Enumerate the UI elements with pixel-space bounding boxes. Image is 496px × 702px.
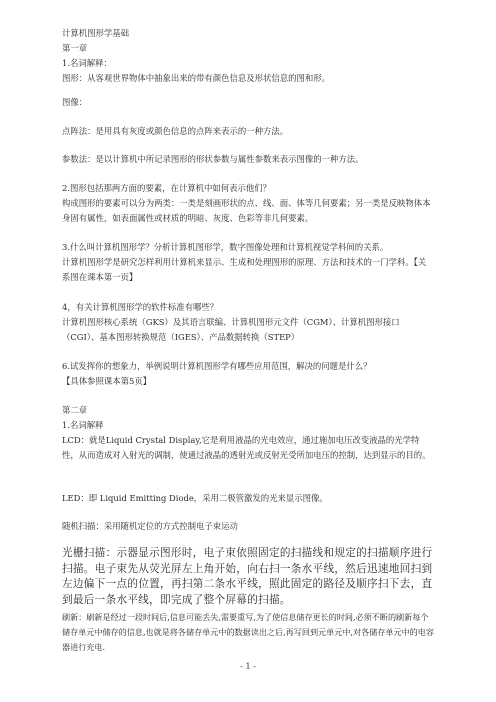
dot-matrix-method: 点阵法：是用具有灰度或颜色信息的点阵来表示的一种方法。 [62, 126, 289, 136]
random-scan-definition: 随机扫描：采用随机定位的方式控制电子束运动 [62, 521, 238, 531]
refresh-definition: 刷新：刷新是经过一段时间后,信息可能丢失,需要重写,为了使信息储存更长的时间,必须不断的刷新每个储存单元中储存的信息,也就是将各储存单元中的数据读出之后,再写回到元单元中,对各储存单元中的电容器进行充电. [62, 612, 434, 653]
chapter2-heading: 第二章 [62, 405, 88, 415]
answer-6: 【具体参照课本第5页】 [62, 376, 152, 386]
chapter2-section1-heading: 1.名词解释 [62, 420, 104, 430]
graphics-definition: 图形：从客观世界物体中抽象出来的带有颜色信息及形状信息的图和形。 [62, 73, 330, 83]
parametric-method: 参数法：是以计算机中所记录图形的形状参数与属性参数来表示图像的一种方法。 [62, 154, 364, 164]
image-label: 图像： [62, 97, 88, 107]
question-3: 3.什么叫计算机图形学？分析计算机图形学，数字图像处理和计算机视觉学科间的关系。 [62, 242, 389, 252]
question-6: 6.试发挥你的想象力，举例说明计算机图形学有哪些应用范围，解决的问题是什么？ [62, 361, 372, 371]
raster-scan-definition: 光栅扫描：示器显示图形时，电子束依照固定的扫描线和规定的扫描顺序进行扫描。电子束先从荧光屏左上角开始，向右扫一条水平线，然后迅速地回扫到左边偏下一点的位置，再扫第二条水平线，照此固定的路径及顺序扫下去，直到最后一条水平线，即完成了整个屏幕的扫描。 [62, 547, 433, 606]
led-definition: LED：即 Liquid Emitting Diode，采用二极管激发的光来显示图像。 [62, 493, 328, 503]
question-2: 2.图形包括那两方面的要素，在计算机中如何表示他们？ [62, 183, 271, 193]
answer-3: 计算机图形学是研究怎样利用计算机来显示、生成和处理图形的原理、方法和技术的一门学科。【关系图在课本第一页】 [62, 257, 427, 283]
document-title: 计算机图形学基础 [62, 28, 129, 38]
question-4: 4，有关计算机图形学的软件标准有哪些？ [62, 302, 219, 312]
answer-2: 构成图形的要素可以分为两类：一类是刻画形状的点、线、面、体等几何要素；另一类是反映物体本身固有属性，如表面属性或材质的明暗、灰度、色彩等非几何要素。 [62, 198, 431, 224]
chapter1-section1-heading: 1.名词解释： [62, 58, 112, 68]
lcd-definition: LCD：就是Liquid Crystal Display,它是利用液晶的光电效应，通过施加电压改变液晶的光学特性，从而造成对入射光的调制，使通过液晶的透射光或反射光受所加电压的控制，达到显示的目的。 [62, 435, 431, 461]
chapter1-heading: 第一章 [62, 43, 88, 53]
page-number: - 1 - [240, 662, 256, 671]
answer-4: 计算机图形核心系统（GKS）及其语言联编、计算机图形元文件（CGM）、计算机图形接口（CGI）、基本图形转换规范（IGES）、产品数据转换（STEP） [62, 317, 400, 343]
